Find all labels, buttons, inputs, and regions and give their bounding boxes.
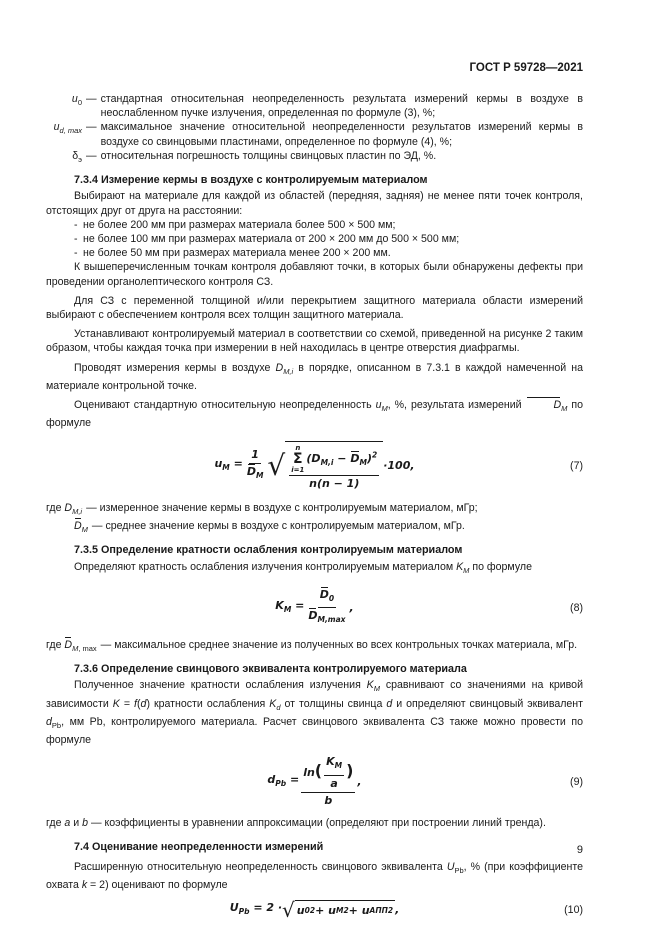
formula-7: $u_M$ = $\frac{1}{D_M}$ √ n Σ i=1 $(D_{M,i} - D_M)^2$ n(n − 1) ·100, (7) bbox=[46, 441, 583, 491]
definition-udmax: $u_{d, max}$ — максимальное значение относительной неопределенности результатов измерений кермы в воздухе со свинцовыми пластинами, определенное по формуле (4), %; bbox=[53, 121, 583, 148]
definition-text: стандартная относительная неопределенность результата измерений кермы в воздухе в неослабленном пучке излучения, определенная по формуле (3), %; bbox=[100, 93, 583, 120]
formula-9: $d_{Pb}$ = ln( $\frac{K_M}{a}$ ) b , (9) bbox=[267, 755, 583, 807]
equation-number: (7) bbox=[570, 459, 583, 472]
list-item: - не более 100 мм при размерах материала от 200 × 200 мм до 500 × 500 мм; bbox=[74, 232, 460, 245]
equation-number: (8) bbox=[570, 601, 583, 614]
section-heading-7-3-6: 7.3.6 Определение свинцового эквивалента контролируемого материала bbox=[74, 663, 467, 676]
paragraph: где a и b — коэффициенты в уравнении аппроксимации (определяют при построении линий тренда). bbox=[46, 817, 546, 830]
paragraph: Выбирают на материале для каждой из областей (передняя, задняя) не менее пяти точек контроля, отстоящих друг от друга на расстоянии: bbox=[46, 190, 583, 217]
where-clause: $D_M$ — среднее значение кермы в воздухе с контролируемым материалом, мГр. bbox=[74, 520, 465, 535]
where-clause: где $D_{M,i}$ — измеренное значение кермы в воздухе с контролируемым материалом, мГр; bbox=[46, 501, 478, 516]
equation-number: (10) bbox=[564, 903, 583, 916]
definition-delta: $\delta_э$ — относительная погрешность толщины свинцовых пластин по ЭД, %. bbox=[46, 149, 583, 167]
paragraph: Расширенную относительную неопределенность свинцового эквивалента $U_{Pb}$, % (при коэффициенте охвата k = 2) оценивают по формуле bbox=[46, 860, 583, 891]
section-heading-7-4: 7.4 Оценивание неопределенности измерений bbox=[74, 841, 324, 854]
equation-number: (9) bbox=[570, 775, 583, 788]
page-content bbox=[46, 92, 583, 926]
formula-10: $U_{Pb} = 2$ · √ u 0 2 + u M 2 + u AПП 2 , (10) bbox=[229, 898, 583, 923]
paragraph: Устанавливают контролируемый материал в соответствии со схемой, приведенной на рисунке 2 таким образом, чтобы каждая точка при измерении в ней находилась в центре отверстия диафрагмы. bbox=[46, 328, 583, 355]
section-heading-7-3-4: 7.3.4 Измерение кермы в воздухе с контролируемым материалом bbox=[74, 174, 428, 187]
definition-text: максимальное значение относительной неопределенности результатов измерений кермы в воздухе со свинцовыми пластинами, определенное по формуле (4), %; bbox=[100, 121, 583, 148]
paragraph: Проводят измерения кермы в воздухе $D_{M,i}$ в порядке, описанном в 7.3.1 в каждой намеченной на материале контрольной точке. bbox=[46, 361, 583, 392]
section-heading-7-3-5: 7.3.5 Определение кратности ослабления контролируемым материалом bbox=[74, 544, 463, 557]
paragraph: Оценивают стандартную относительную неопределенность $u_M$, %, результата измерений $D_M$ по формуле bbox=[46, 399, 584, 430]
formula-8: $K_M$ = $\frac{D_0}{D_{M,max}}$ , (8) bbox=[275, 587, 583, 625]
paragraph: Полученное значение кратности ослабления излучения $K_M$ сравнивают со значениями на кривой зависимости K = f(d) кратности ослабления $K_d$ от толщины свинца d и определяют свинцовый эквивалент $d_{Pb}$, мм Pb, контролируемого материала. Расчет свинцового эквивалента СЗ также можно провести по формуле bbox=[46, 679, 584, 747]
paragraph: Для СЗ с переменной толщиной и/или перекрытием защитного материала области измерений выбирают с обеспечением контроля всех толщин защитного материала. bbox=[46, 294, 583, 321]
definition-text: относительная погрешность толщины свинцовых пластин по ЭД, %. bbox=[100, 149, 437, 162]
document-code: ГОСТ Р 59728—2021 bbox=[469, 62, 583, 74]
paragraph: К вышеперечисленным точкам контроля добавляют точки, в которых были обнаружены дефекты при проведении органолептического контроля СЗ. bbox=[46, 261, 583, 288]
where-clause: где $D_{M, max}$ — максимальное среднее значение из полученных во всех контрольных точках материала, мГр. bbox=[46, 638, 578, 653]
page-number: 9 bbox=[576, 844, 583, 856]
list-item: - не более 50 мм при размерах материала менее 200 × 200 мм. bbox=[74, 247, 391, 260]
definition-u0: $u_0$ — стандартная относительная неопределенность результата измерений кермы в воздухе в неослабленном пучке излучения, определенная по формуле (3), %; bbox=[71, 93, 583, 120]
paragraph: Определяют кратность ослабления излучения контролируемым материалом $K_M$ по формуле bbox=[74, 560, 532, 575]
list-item: - не более 200 мм при размерах материала более 500 × 500 мм; bbox=[74, 218, 396, 231]
